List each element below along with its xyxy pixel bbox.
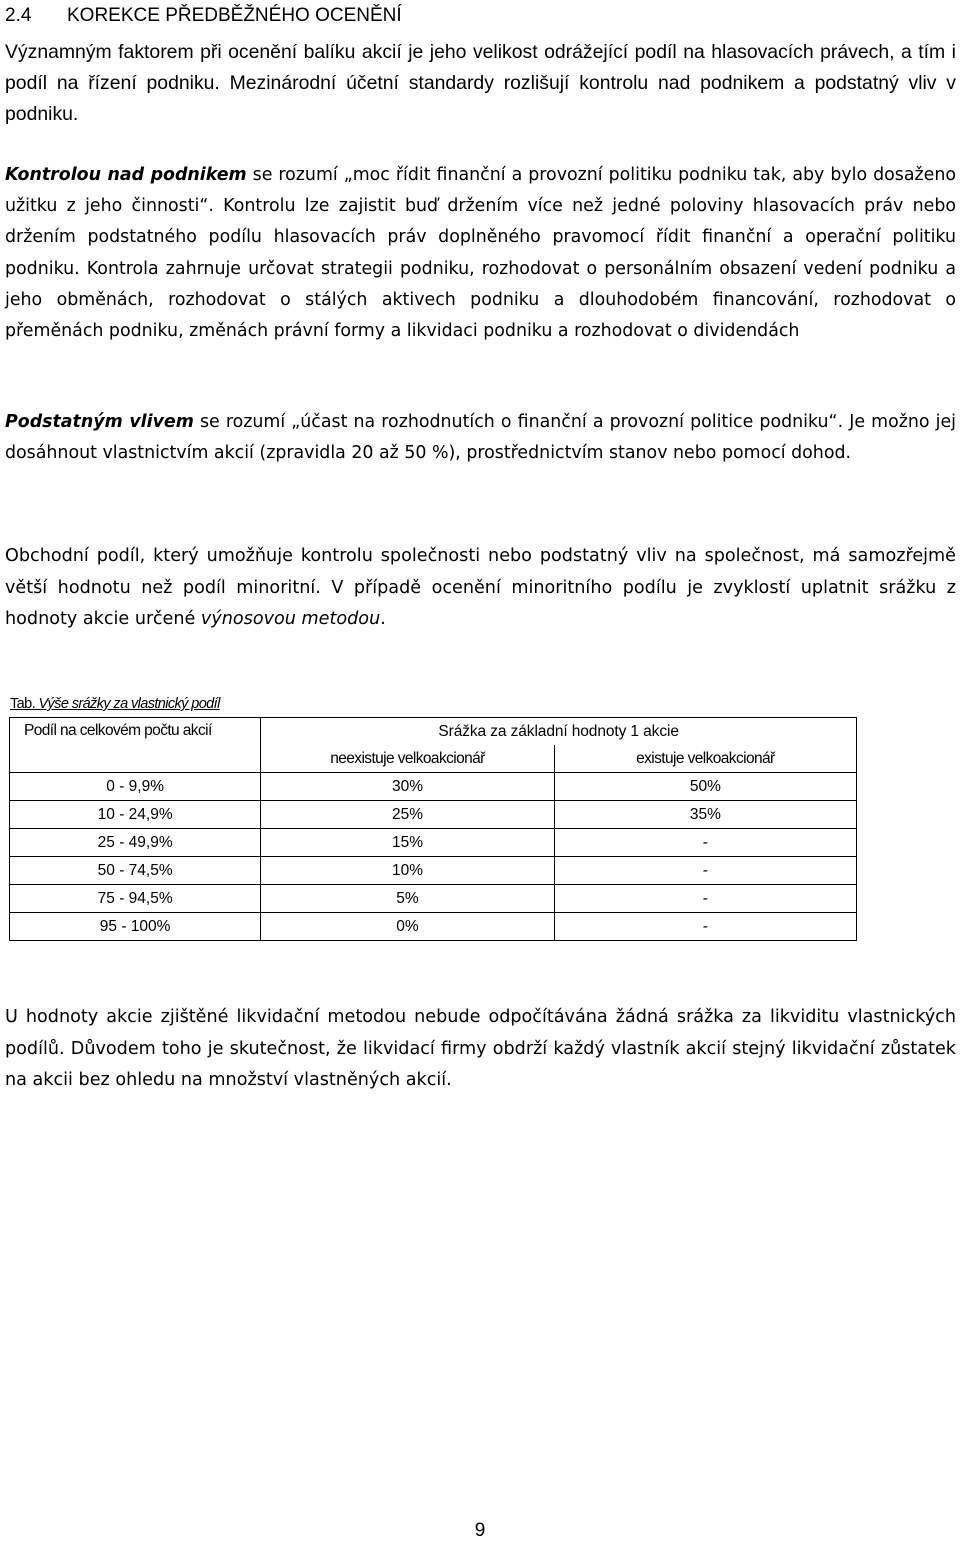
- term-significant-influence: Podstatným vlivem: [5, 412, 194, 432]
- paragraph-significant-influence: [5, 407, 956, 469]
- table-row: 50 - 74,5% 10% -: [10, 857, 857, 885]
- subheader-major: existuje velkoakcionář: [554, 745, 856, 773]
- income-method-term: výnosovou metodou: [200, 609, 381, 629]
- table-row: 25 - 49,9% 15% -: [10, 829, 857, 857]
- section-heading: [5, 2, 402, 30]
- paragraph-minority-discount: Obchodní podíl, který umožňuje kontrolu společnosti nebo podstatný vliv na společnost, má samozřejmě větší hodnotu než podíl minoritní. V případě ocenění minoritního podílu je zvyklostí uplatnit srážku z hodnoty akcie určené výnosovou metodou.: [5, 546, 956, 629]
- page-number: 9: [474, 1520, 486, 1541]
- table-header-row: [10, 718, 857, 746]
- paragraph-control: [5, 160, 956, 347]
- table-row: 95 - 100% 0% -: [10, 913, 857, 941]
- subheader-no-major: neexistuje velkoakcionář: [261, 745, 554, 773]
- column-group-header: Srážka za základní hodnoty 1 akcie: [261, 718, 857, 746]
- definition-significant-influence: se rozumí „účast na rozhodnutích o finanční a provozní politice podniku“.: [193, 412, 844, 432]
- definition-control: se rozumí „moc řídit finanční a provozní politiku podniku tak, aby bylo dosaženo užitku z jeho činnosti“.: [5, 165, 956, 217]
- section-title: KOREKCE PŘEDBĚŽNÉHO OCENĚNÍ: [67, 5, 402, 26]
- control-details: Kontrolu lze zajistit buď držením více než jedné poloviny hlasovacích práv nebo držením podstatného podílu hlasovacích práv doplněného pravomocí řídit finanční a operační politiku podniku. Kontrola zahrnuje určovat strategii podniku, rozhodovat o personálním obsazení vedení podniku a jeho obměnách, rozhodovat o stálých aktivech podniku a dlouhodobém financování, rozhodovat o přeměnách podniku, změnách právní formy a likvidaci podniku a rozhodovat o dividendách: [5, 196, 957, 342]
- section-number: 2.4: [5, 5, 32, 26]
- column-header-share: Podíl na celkovém počtu akcií: [10, 718, 261, 773]
- discount-table: [9, 717, 857, 941]
- table-row: 0 - 9,9% 30% 50%: [10, 773, 857, 801]
- paragraph-intro: Významným faktorem při ocenění balíku akcií je jeho velikost odrážející podíl na hlasovacích právech, a tím i podíl na řízení podniku. Mezinárodní účetní standardy rozlišují kontrolu nad podnikem a podstatný vliv v podniku.: [5, 41, 956, 125]
- term-control: Kontrolou nad podnikem: [5, 165, 247, 185]
- significant-influence-details: Je možno jej dosáhnout vlastnictvím akcií (zpravidla 20 až 50 %), prostřednictvím stanov nebo pomocí dohod.: [5, 412, 956, 464]
- paragraph-liquidation: U hodnoty akcie zjištěné likvidační metodou nebude odpočítávána žádná srážka za likviditu vlastnických podílů. Důvodem toho je skutečnost, že likvidací firmy obdrží každý vlastník akcií stejný likvidační zůstatek na akcii bez ohledu na množství vlastněných akcií.: [5, 1007, 956, 1090]
- minority-discount-text: Obchodní podíl, který umožňuje kontrolu společnosti nebo podstatný vliv na společnost, má samozřejmě větší hodnotu než podíl minoritní. V případě ocenění minoritního podílu je zvyklostí uplatnit srážku z hodnoty akcie určené: [5, 546, 956, 629]
- table-caption: Tab. Výše srážky za vlastnický podíl: [10, 696, 220, 712]
- table-row: 75 - 94,5% 5% -: [10, 885, 857, 913]
- table-row: 10 - 24,9% 25% 35%: [10, 801, 857, 829]
